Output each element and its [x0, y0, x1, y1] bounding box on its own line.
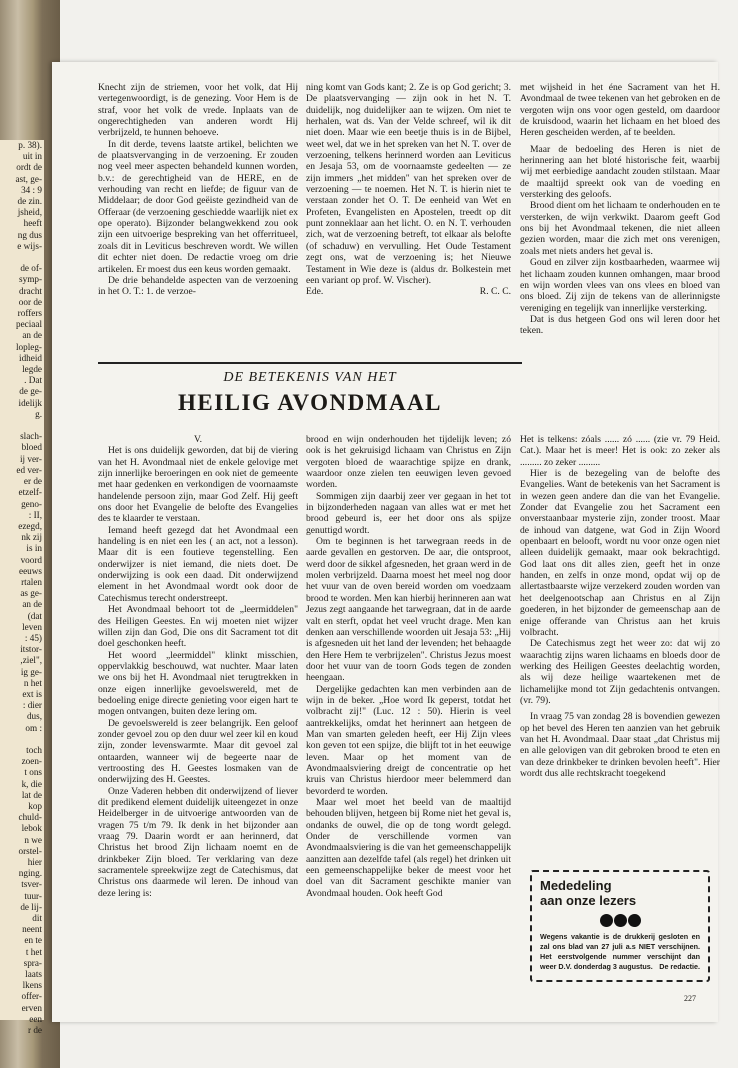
- margin-fragment: heeft: [23, 218, 42, 229]
- margin-fragment: laats: [25, 969, 42, 980]
- top-column-2: [306, 82, 511, 298]
- margin-fragment: [0, 252, 44, 263]
- margin-fragment: zoen-: [21, 756, 42, 767]
- paragraph: Sommigen zijn daarbij zeer ver gegaan in het tot in bijzonderheden nagaan van alles wat er met het brood gebeurd is, eer het door ons als spijze genuttigd wordt.: [306, 490, 511, 536]
- margin-fragment: de of-: [20, 263, 42, 274]
- margin-fragment: er de: [23, 476, 42, 487]
- paragraph: Het Avondmaal behoort tot de „leermiddelen" des Heiligen Geestes. En wij moeten niet wijzer willen zijn dan God, Die ons dit Sacrament tot dit doel geschonken heeft.: [98, 604, 298, 650]
- paragraph: In vraag 75 van zondag 28 is bovendien gewezen op het bevel des Heren ten aanzien van het gebruik van het H. Avondmaal. Daar staat „dat Christus mij en alle gelovigen van dit gebroken brood te eten en van deze drinkbeker te drinken bevolen heeft". Hier wordt dus alle rechtskracht toegekend: [520, 711, 720, 779]
- paragraph: brood en wijn onderhouden het tijdelijk leven; zó ook is het gekruisigd lichaam van Christus en Zijn vergoten bloed de waarachtige spijze en drank, waardoor onze zielen ten eeuwigen leven gevoed worden.: [306, 434, 511, 491]
- bottom-column-2: [306, 434, 511, 899]
- bottom-column-1: [98, 434, 298, 899]
- paragraph: Om te beginnen is het tarwegraan reeds in de aarde gevallen en gestorven. De aar, die ontsproot, werd door de sikkel afgesneden, het graan werd in de molen verbrijzeld. Daarna moest het meel nog door het vuur van de oven bereid worden om voedzaam brood te worden. Men kan hierbij herinneren aan wat Jezus zegt aangaande het tarwegraan, dat in de aarde valt en sterft, opdat het veel vrucht drage. Men kan denken aan verschillende woorden uit Jesaja 53: „Hij is afgesneden uit het land der levenden; het behaagde den Here Hem te verbrijzelen". Christus Jezus moest door het vuur van de toorn Gods tegen de zonden heengaan.: [306, 536, 511, 684]
- margin-fragment: tuur-: [24, 890, 42, 901]
- margin-fragment: de lij-: [20, 901, 42, 912]
- announcement-box: [530, 870, 710, 982]
- previous-page-edge: [0, 140, 44, 1036]
- margin-fragment: oor de: [18, 296, 42, 307]
- margin-fragment: n we: [24, 834, 42, 845]
- margin-fragment: idelijk: [18, 397, 42, 408]
- margin-fragment: ext is: [22, 688, 42, 699]
- paragraph: Dat is dus hetgeen God ons wil leren door het teken.: [520, 313, 720, 337]
- margin-fragment: toch: [26, 744, 42, 755]
- margin-fragment: geno-: [21, 498, 42, 509]
- margin-fragment: rtalen: [21, 576, 42, 587]
- margin-fragment: nging.: [18, 868, 42, 879]
- margin-fragment: roffers: [17, 308, 42, 319]
- margin-fragment: r de: [27, 1025, 42, 1036]
- margin-fragment: [0, 420, 44, 431]
- margin-fragment: : II,: [28, 509, 42, 520]
- margin-fragment: lebok: [21, 823, 42, 834]
- announcement-title-1: Mededeling: [540, 878, 612, 893]
- paragraph: Het is ons duidelijk geworden, dat bij de viering van het H. Avondmaal niet de enkele gelovige met zijn innerlijke beroeringen en ook niet de gemeente met haar gedenken en verkondigen de voornaamste handelende persoon zijn, maar God Zelf. Hij geeft ons door het Evangelie de belofte des Evangelies des te klaarder te verstaan.: [98, 445, 298, 525]
- top-column-1: [98, 82, 298, 298]
- margin-fragment: lopleg-: [15, 341, 42, 352]
- margin-fragment: 34 : 9: [21, 184, 42, 195]
- margin-fragment: slach-: [20, 431, 42, 442]
- paragraph: De drie behandelde aspecten van de verzoening in het O. T.: 1. de verzoe-: [98, 274, 298, 298]
- margin-fragment: ezegd,: [18, 520, 42, 531]
- margin-fragment: nk zij: [21, 532, 42, 543]
- paragraph: Iemand heeft gezegd dat het Avondmaal een handeling is en niet een les ( an act, not a lesson). Maar dit is een foutieve tegenstelling. Een onderwijzer is niet iemand, die niets doet. De onderwijzing is ook een daad. Dit onderwijzend element in het Avondmaal wordt ook door de Catechismus terecht onderstreept.: [98, 524, 298, 604]
- margin-fragment: dus,: [26, 711, 42, 722]
- margin-fragment: t het: [25, 946, 42, 957]
- section-number: V.: [193, 434, 203, 445]
- magazine-page: [52, 62, 718, 1022]
- margin-fragment: : 45): [24, 632, 42, 643]
- article-subtitle: DE BETEKENIS VAN HET: [223, 370, 397, 385]
- margin-fragment: peciaal: [15, 319, 42, 330]
- margin-fragment: de zin.: [17, 196, 42, 207]
- margin-fragment: chuld-: [18, 812, 42, 823]
- margin-fragment: idheid: [19, 352, 42, 363]
- margin-fragment: bloed: [21, 442, 42, 453]
- margin-fragment: ordt de: [16, 162, 42, 173]
- margin-fragment: an de: [22, 599, 42, 610]
- margin-fragment: p. 38).: [18, 140, 42, 150]
- margin-fragment: een: [29, 1013, 42, 1024]
- margin-fragment: n het: [23, 677, 42, 688]
- paragraph: Knecht zijn de striemen, voor het volk, dat Hij vertegenwoordigt, is de genezing. Voor Hem is de straf, voor het volk de vrede. Inplaats van de ongerechtigheden van anderen wordt Hij verbrijzeld, te hunnen behoeve.: [98, 82, 298, 139]
- paragraph: Het is telkens: zóals ...... zó ...... (zie vr. 79 Heid. Cat.). Maar het is meer! Het is ook: zo zeker als ......... zo zeker .........: [520, 434, 720, 468]
- margin-fragment: tsver-: [21, 879, 42, 890]
- margin-fragment: offer-: [21, 991, 42, 1002]
- signature-line: [306, 286, 511, 297]
- margin-fragment: k, die: [21, 778, 42, 789]
- page-number: 227: [684, 994, 696, 1003]
- margin-fragment: neent: [22, 924, 42, 935]
- paragraph: Het woord „leermiddel" klinkt misschien, oppervlakkig beschouwd, wat nuchter. Maar laten we ons bij het H. Avondmaal niet terugtrekken in onze eigen innerlijke gevoelswereld, met de bedoeling enige directe genieting voor eigen hart te mogen ontvangen, buiten deze lering om.: [98, 649, 298, 718]
- paragraph: Goud en zilver zijn kostbaarheden, waarmee wij het lichaam zouden kunnen omhangen, maar brood en wijn worden vlees van ons vlees en bloed van ons bloed. Zij zijn de tekens van de allerinnigste vereniging en tegelijk van innerlijke versterking.: [520, 257, 720, 314]
- paragraph: De Catechismus zegt het weer zo: dat wij zo waarachtig zijns waren lichaams en bloeds door de werking des Heiligen Geestes deelachtig worden, als wij deze heilige waartekenen met de lichamelijke mond tot Zijn gedachtenis ontvangen. (vr. 79).: [520, 638, 720, 706]
- margin-fragment: . Dat: [24, 375, 42, 386]
- margin-fragment: leven: [22, 621, 42, 632]
- margin-fragment: de ge-: [19, 386, 42, 397]
- announcement-title-2: aan onze lezers: [540, 893, 637, 908]
- margin-fragment: is in: [26, 543, 42, 554]
- margin-fragment: t ons: [24, 767, 42, 778]
- margin-fragment: g.: [35, 408, 42, 419]
- paragraph: Onze Vaderen hebben dit onderwijzend of liever dit predikend element duidelijk uiteengezet in onze Heidelberger in de uitvoerige antwoorden van de vragen 75 t/m 79. Ik denk in het bijzonder aan vraag 79. Daarin wordt er aan herinnerd, dat Christus het brood Zijn lichaam noemt en de drinkbeker Zijn bloed. Ter verklaring van deze sacramentele spreekwijze zegt de Catechismus, dat Christus ons daarmede wil leren. De inhoud van deze lering is:: [98, 785, 298, 899]
- paragraph: Maar de bedoeling des Heren is niet de herinnering aan het bloté historische feit, waarbij wij met eerbiedige aandacht zouden stilstaan. Maar de maaltijd spreekt ook van de voeding en versterking des geloofs.: [520, 143, 720, 201]
- signature-initials: R. C. C.: [479, 286, 511, 298]
- margin-fragment: itstor-: [20, 644, 42, 655]
- margin-fragment: an de: [22, 330, 42, 341]
- paragraph: Brood dient om het lichaam te onderhouden en te versterken, de wijn verkwikt. Daarom geeft God ons bij het Avondmaal tekenen, die niet alleen gezien worden, maar die zich met ons verenigen, zoals met niets anders het geval is.: [520, 200, 720, 257]
- margin-fragment: om :: [25, 722, 42, 733]
- margin-fragment: as ge-: [20, 588, 42, 599]
- margin-fragment: ng dus: [17, 229, 42, 240]
- article-title: HEILIG AVONDMAAL: [177, 390, 443, 415]
- margin-fragment: ij ver-: [19, 453, 42, 464]
- paragraph: Dergelijke gedachten kan men verbinden aan de wijn in de beker. „Hoe word Ik geperst, totdat het volbracht zij!" (Luc. 12 : 50). Hierin is veel aantrekkelijks, omdat het herinnert aan hetgeen de Man van smarten geleden heeft, eer Hij Zijn vlees kon geven tot een spijze, die blijft tot in het eeuwige leven. Maar op het moment van de Avondmaalsviering dreigt de concentratie op het kruis van Christus hierdoor meer belemmerd dan bevorderd te worden.: [306, 683, 511, 797]
- three-dots-icon: [540, 914, 700, 927]
- announcement-text: Wegens vakantie is de drukkerij gesloten en zal ons blad van 27 juli a.s NIET verschijnen. Het eerstvolgende nummer verschijnt dan weer D.V. donderdag 3 augustus.: [540, 932, 700, 971]
- margin-fragment: symp-: [19, 274, 42, 285]
- margin-fragment: orstel-: [18, 845, 42, 856]
- margin-fragment: dit: [32, 913, 42, 924]
- margin-fragment: erven: [21, 1002, 42, 1013]
- margin-fragment: ,ziel",: [20, 655, 42, 666]
- paragraph: Hier is de bezegeling van de belofte des Evangelies. Want de betekenis van het Sacrament is in wezen geen andere dan die van het Evangelie. Zonder dat Evangelie zou het Sacrament een onverstaanbaar mysterie zijn, zonder troost. Maar de inhoud van datgene, wat God in Zijn Woord openbaart en belooft, wordt nu voor onze ogen niet alleen duidelijk gemaakt, maar ook bekrachtigd. God laat ons dit alles zien, geeft het in onze handen, en zelfs in onze mond, opdat wij op de allertastbaarste wijze verzekerd zouden worden van het deelgenootschap aan Christus en al Zijn goederen, in het bijzonder de gemeenschap aan de enige offerande van Christus aan het kruis volbracht.: [520, 468, 720, 638]
- margin-fragment: legde: [22, 364, 42, 375]
- paragraph: met wijsheid in het éne Sacrament van het H. Avondmaal de twee tekenen van het gebroken en de vergoten wijn ons voor ogen gesteld, om daardoor de kruisdood, waarin het lichaam en het bloed des Heren gescheiden werden, af te beelden.: [520, 82, 720, 139]
- margin-fragment: voord: [20, 554, 42, 565]
- paragraph: ning komt van Gods kant; 2. Ze is op God gericht; 3. De plaatsvervanging — zijn ook in het N. T. duidelijk, nog duidelijker aan te wijzen. Om niet te herhalen, wat ds. Van der Velde schreef, wil ik dit niet doen. Maar wie een beetje thuis is in de Bijbel, weet wel, dat we in het spreken van het N. T. over de verzoening, telkens herinnerd worden aan Leviticus en Jesaja 53, om de voornaamste gedeelten — ze zijn immers „het midden" van het spreken over de verzoening — te noemen. Het N. T. is hierin niet te verstaan zonder het O. T. De eenheid van Wet en Profeten, Evangelisten en Apostelen, treedt op dit punt zonneklaar aan het licht. O. en N. T. verhouden zich, wat de verzoening betreft, tot elkaar als belofte (of schaduw) en vervulling. Het Oude Testament zegt ons, wat de verzoening is; het Nieuwe Testament in Wie deze is (aldus dr. Bolkestein met een variant op prof. W. Vischer).: [306, 82, 511, 286]
- announcement-signature: De redactie.: [659, 962, 700, 971]
- margin-fragment: e wijs-: [17, 240, 42, 251]
- margin-fragment: (dat: [27, 610, 42, 621]
- section-divider: [98, 362, 522, 364]
- margin-fragment: uit in: [22, 151, 42, 162]
- margin-fragment: lat de: [21, 789, 42, 800]
- margin-fragment: eeuws: [19, 565, 42, 576]
- margin-fragment: ig ge-: [20, 666, 42, 677]
- signature-place: Ede.: [306, 286, 324, 298]
- margin-fragment: : dier: [22, 700, 42, 711]
- paragraph: In dit derde, tevens laatste artikel, belichten we de plaatsvervanging in de verzoening. Er zouden nog veel meer aspecten behandeld kunnen worden, b.v.: de gerechtigheid van de HERE, en de verhouding van recht en liefde; de figuur van de Middelaar; de door God geëiste gezindheid van de Offeraar (de verzoening geschiedde waarlijk niet ex ope operato). Bijzonder belangwekkend zou ook zijn een uitvoerige bespreking van het offerritueel, zoals dit in Leviticus beschreven wordt. We willen dit echter niet doen. De redactie vroeg om drie artikelen. Er moest dus een keus worden gemaakt.: [98, 138, 298, 275]
- paragraph: Maar wel moet het beeld van de maaltijd behouden blijven, hetgeen bij Rome niet het geval is, ondanks de ouwel, die op de tong wordt gelegd. Onder de verschillende vormen van Avondmaalsviering is die van het gemeenschappelijk aanzitten aan dezelfde tafel (als regel) het drinken uit een gemeenschappelijke beker de meest voor het doel van dit Sacrament geschikte manier van Avondmaal houden. Ook heeft God: [306, 797, 511, 899]
- margin-fragment: dracht: [19, 285, 42, 296]
- margin-fragment: jsheid,: [17, 207, 42, 218]
- bottom-column-3: [520, 434, 720, 779]
- paragraph: De gevoelswereld is zeer belangrijk. Een geloof zonder gevoel zou op den duur wel zeer kil en koud zijn, zonder levenswarmte. Maar dit gevoel zal ontaarden, wanneer wij de begeerte naar de vertroosting des H. Geestes losmaken van de onderwijzing des H. Geestes.: [98, 717, 298, 786]
- announcement-body: [540, 932, 700, 972]
- margin-fragment: kop: [28, 800, 42, 811]
- margin-fragment: en te: [24, 935, 42, 946]
- margin-fragment: lkens: [22, 980, 42, 991]
- margin-fragment: [0, 734, 44, 745]
- margin-fragment: ast, ge-: [15, 173, 42, 184]
- top-column-3: [520, 82, 720, 337]
- margin-fragment: ed ver-: [16, 464, 42, 475]
- margin-fragment: etzelf-: [18, 487, 42, 498]
- margin-fragment: spra-: [23, 957, 42, 968]
- margin-fragment: hier: [27, 857, 42, 867]
